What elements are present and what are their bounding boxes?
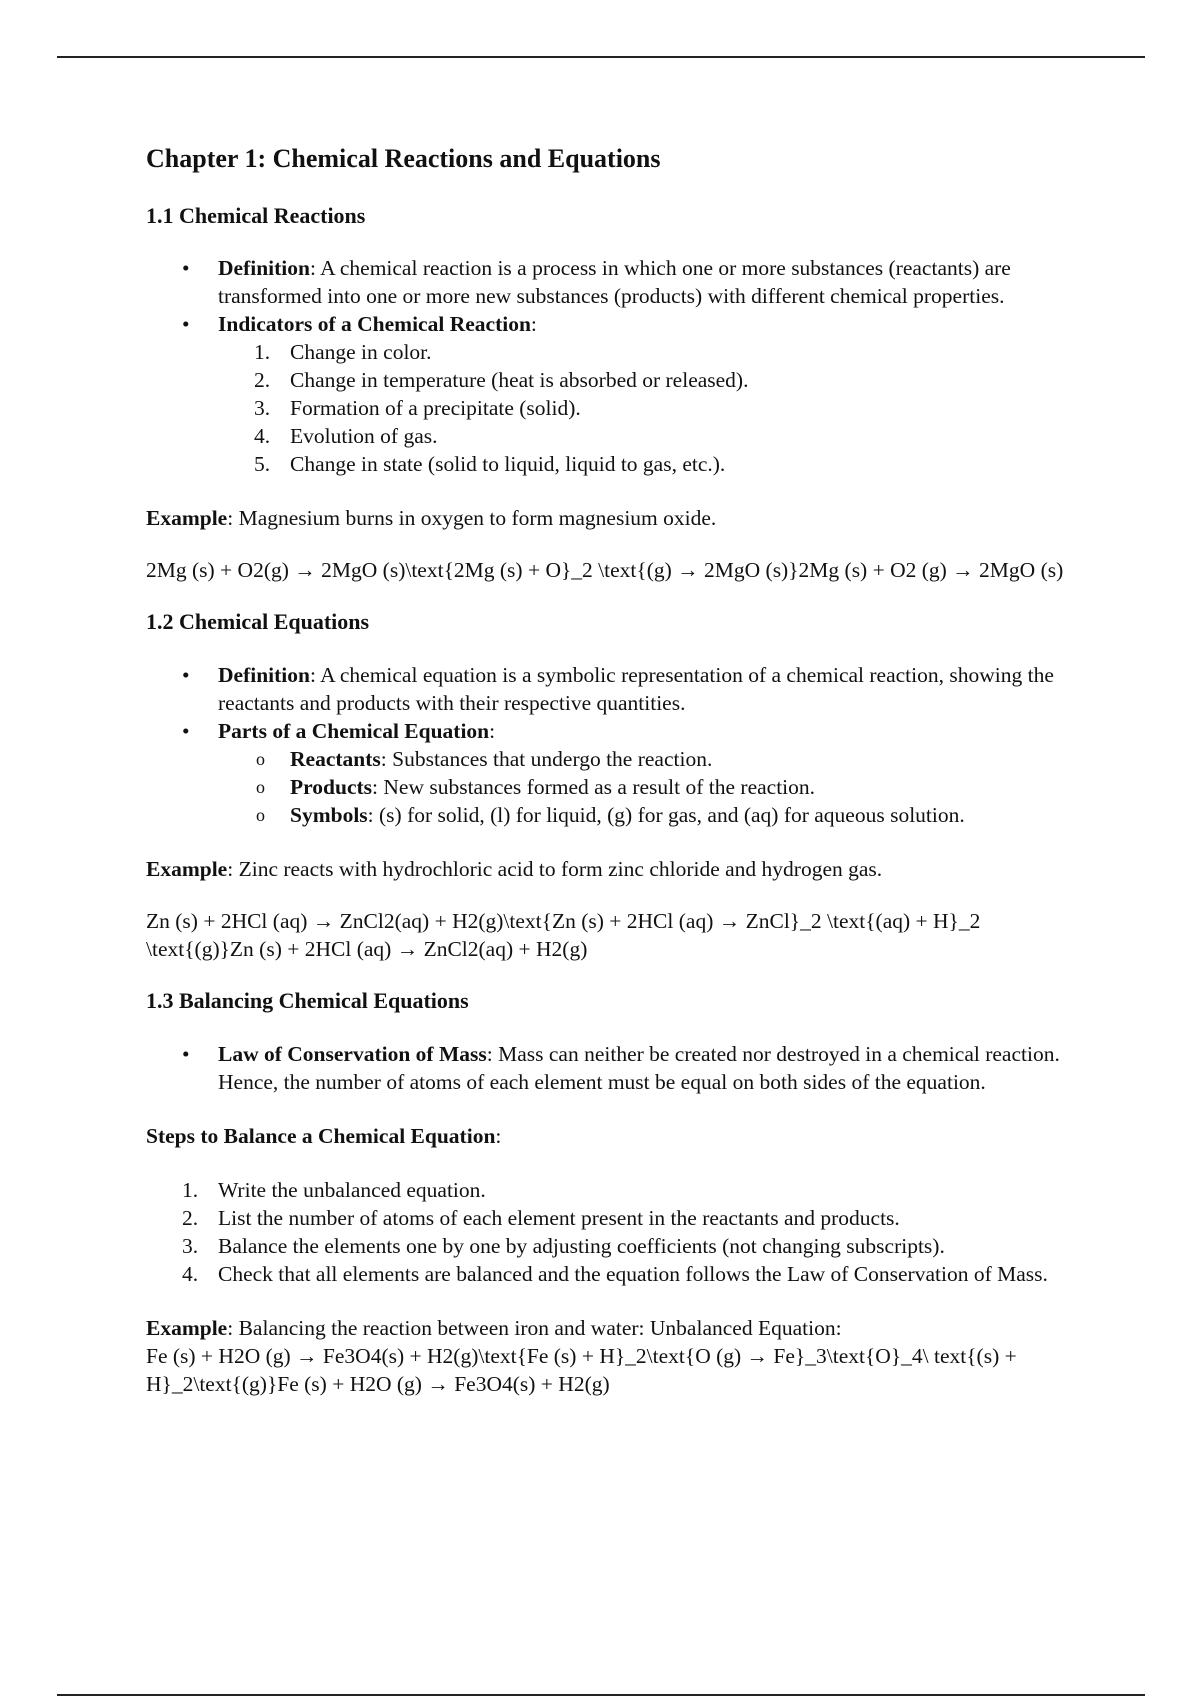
list-item — [146, 1260, 1066, 1288]
section-1-3-bullets — [146, 1040, 1066, 1096]
list-item — [218, 394, 1066, 422]
list-number: 5. — [254, 452, 271, 477]
list-item — [218, 801, 1066, 829]
list-item-text: Change in temperature (heat is absorbed or released). — [290, 368, 749, 393]
parts-suffix: : — [489, 718, 496, 743]
example-1-2 — [146, 855, 1066, 883]
law-label: Law of Conservation of Mass — [218, 1041, 487, 1066]
definition-bullet — [146, 661, 1066, 717]
part-text: : (s) for solid, (l) for liquid, (g) for gas, and (aq) for aqueous solution. — [367, 802, 965, 827]
example-1-3 — [146, 1314, 1066, 1398]
list-item — [146, 1232, 1066, 1260]
definition-bullet — [146, 254, 1066, 310]
list-number: 1. — [182, 1177, 199, 1202]
list-number: 2. — [182, 1205, 199, 1230]
equation-1-2: Zn (s) + 2HCl (aq) → ZnCl2(aq) + H2(g)\text{Zn (s) + 2HCl (aq) → ZnCl}_2 \text{(aq) + H}_2 \text{(g)}Zn (s) + 2HCl (aq) → ZnCl2(aq) + H2(g) — [146, 908, 981, 961]
definition-text: : A chemical reaction is a process in which one or more substances (reactants) are transformed into one or more new substances (products) with different chemical properties. — [218, 256, 1011, 309]
example-text: : Zinc reacts with hydrochloric acid to form zinc chloride and hydrogen gas. — [227, 856, 883, 881]
steps-heading — [146, 1122, 1066, 1150]
part-label: Products — [290, 774, 373, 799]
example-label: Example — [146, 506, 228, 531]
part-text: : New substances formed as a result of the reaction. — [372, 774, 816, 799]
equation-1-3: Fe (s) + H2O (g) → Fe3O4(s) + H2(g)\text{Fe (s) + H}_2\text{O (g) → Fe}_3\text{O}_4\ text{(s) + H}_2\text{(g)}Fe (s) + H2O (g) → Fe3O4(s) + H2(g) — [146, 1343, 1017, 1396]
list-number: 4. — [182, 1261, 199, 1286]
example-label: Example — [146, 856, 228, 881]
bottom-rule — [57, 1694, 1145, 1696]
document-page — [146, 142, 1066, 1398]
section-1-1-bullets — [146, 254, 1066, 478]
list-item — [218, 745, 1066, 773]
example-label: Example — [146, 1315, 228, 1340]
list-number: 4. — [254, 424, 271, 449]
list-item-text: List the number of atoms of each element present in the reactants and products. — [218, 1205, 900, 1230]
example-text: : Balancing the reaction between iron and water: Unbalanced Equation: — [227, 1315, 842, 1340]
circle-bullet-icon: o — [256, 804, 265, 825]
indicators-suffix: : — [530, 312, 537, 337]
top-rule — [57, 56, 1145, 58]
list-item — [218, 422, 1066, 450]
list-number: 1. — [254, 340, 271, 365]
list-item — [218, 450, 1066, 478]
section-heading-1-1: 1.1 Chemical Reactions — [146, 202, 366, 228]
list-item — [218, 366, 1066, 394]
list-item-text: Balance the elements one by one by adjusting coefficients (not changing subscripts). — [218, 1233, 945, 1258]
parts-list — [218, 745, 1066, 829]
chapter-title: Chapter 1: Chemical Reactions and Equations — [146, 144, 661, 173]
list-item — [218, 338, 1066, 366]
indicators-bullet — [146, 310, 1066, 478]
definition-text: : A chemical equation is a symbolic representation of a chemical reaction, showing the reactants and products with their respective quantities. — [218, 662, 1054, 715]
part-label: Symbols — [290, 802, 368, 827]
circle-bullet-icon: o — [256, 748, 265, 769]
list-item — [146, 1176, 1066, 1204]
equation-1-1: 2Mg (s) + O2(g) → 2MgO (s)\text{2Mg (s) + O}_2 \text{(g) → 2MgO (s)}2Mg (s) + O2 (g) → 2MgO (s) — [146, 558, 1064, 583]
list-item-text: Change in color. — [290, 340, 432, 365]
example-text: : Magnesium burns in oxygen to form magnesium oxide. — [227, 506, 717, 531]
list-item-text: Check that all elements are balanced and the equation follows the Law of Conservation of Mass. — [218, 1261, 1048, 1286]
list-item — [218, 773, 1066, 801]
section-1-2-bullets — [146, 661, 1066, 829]
section-heading-1-3: 1.3 Balancing Chemical Equations — [146, 987, 469, 1013]
definition-label: Definition — [218, 662, 310, 687]
list-number: 3. — [254, 396, 271, 421]
part-label: Reactants — [290, 746, 381, 771]
list-item-text: Formation of a precipitate (solid). — [290, 396, 581, 421]
steps-list — [146, 1176, 1066, 1288]
steps-suffix: : — [495, 1123, 502, 1148]
law-text: : Mass can neither be created nor destroyed in a chemical reaction. Hence, the number of atoms of each element must be equal on both sides of the equation. — [218, 1041, 1060, 1094]
list-item-text: Write the unbalanced equation. — [218, 1177, 486, 1202]
indicators-label: Indicators of a Chemical Reaction — [218, 312, 531, 337]
section-heading-1-2: 1.2 Chemical Equations — [146, 609, 370, 635]
list-number: 2. — [254, 368, 271, 393]
list-item — [146, 1204, 1066, 1232]
list-number: 3. — [182, 1233, 199, 1258]
parts-bullet — [146, 717, 1066, 829]
circle-bullet-icon: o — [256, 776, 265, 797]
list-item-text: Evolution of gas. — [290, 424, 438, 449]
definition-label: Definition — [218, 256, 310, 281]
law-bullet — [146, 1040, 1066, 1096]
example-1-1 — [146, 504, 1066, 532]
parts-label: Parts of a Chemical Equation — [218, 718, 490, 743]
steps-label: Steps to Balance a Chemical Equation — [146, 1123, 496, 1148]
part-text: : Substances that undergo the reaction. — [380, 746, 713, 771]
indicators-list — [218, 338, 1066, 478]
list-item-text: Change in state (solid to liquid, liquid to gas, etc.). — [290, 452, 726, 477]
